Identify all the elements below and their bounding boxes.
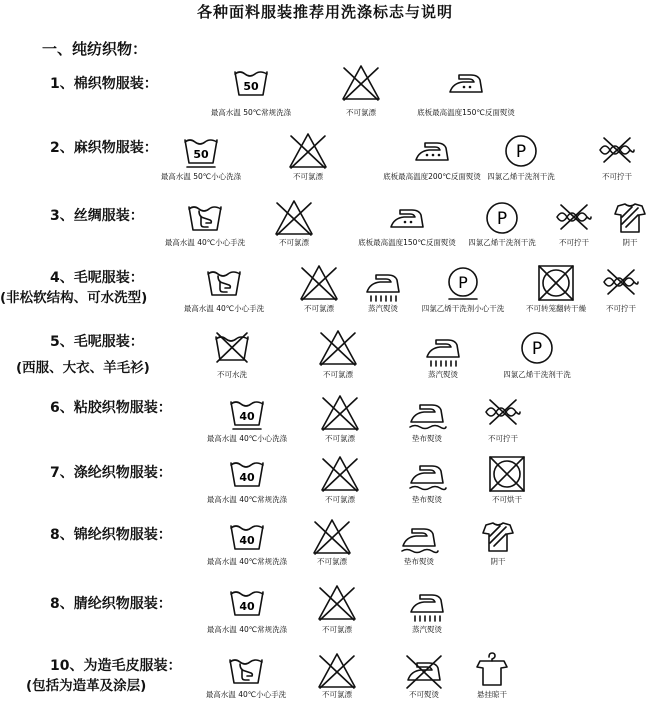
- symbol-caption: 蒸汽熨烫: [412, 625, 442, 634]
- row-sublabel: (西服、大衣、羊毛衫): [16, 360, 150, 376]
- row-label: 8、锦纶织物服装：: [50, 527, 172, 543]
- row-label: 3、丝绸服装：: [50, 208, 144, 224]
- row-label: 2、麻织物服装：: [50, 140, 158, 156]
- symbol-caption: 不可拧干: [602, 172, 632, 181]
- symbol-caption: 不可拧干: [559, 238, 589, 247]
- iron-two-dots-icon: [445, 62, 487, 104]
- hand-wash-40-icon: [184, 197, 226, 239]
- no-wring-icon: [482, 392, 524, 434]
- symbol-caption: 垫布熨烫: [404, 557, 434, 566]
- row-sublabel: (非松软结构、可水洗型): [0, 290, 148, 306]
- symbol-caption: 最高水温 40℃常规洗涤: [206, 625, 288, 634]
- no-bleach-icon: [316, 650, 358, 692]
- symbol-caption: 四氯乙烯干洗剂干洗: [503, 370, 571, 379]
- symbol-caption: 不可拧干: [488, 434, 518, 443]
- steam-iron-icon: [362, 262, 404, 304]
- symbol-caption: 最高水温 40℃小心手洗: [183, 304, 265, 313]
- symbol-caption: 阴干: [490, 557, 506, 566]
- hand-wash-40-icon: [203, 262, 245, 304]
- symbol-caption: 不可氯漂: [322, 690, 352, 699]
- symbol-caption: 不可氯漂: [317, 557, 347, 566]
- iron-three-dots-icon: [411, 130, 453, 172]
- symbol-caption: 垫布熨烫: [412, 434, 442, 443]
- row-label: 6、粘胶织物服装：: [50, 400, 172, 416]
- no-wring-icon: [553, 197, 595, 239]
- no-bleach-icon: [319, 392, 361, 434]
- pressing-cloth-iron-icon: [398, 516, 440, 558]
- wash-tub-40-icon: [226, 453, 268, 495]
- row-label: 1、棉织物服装：: [50, 76, 158, 92]
- symbol-caption: 底板最高温度150℃反面熨烫: [417, 108, 515, 117]
- no-iron-icon: [403, 650, 445, 692]
- no-bleach-icon: [287, 130, 329, 172]
- symbol-caption: 不可氯漂: [325, 495, 355, 504]
- symbol-caption: 不可转笼翻转干燥: [526, 304, 586, 313]
- temperature-value: 40: [239, 600, 255, 613]
- solvent-letter: P: [496, 209, 508, 229]
- symbol-caption: 不可氯漂: [293, 172, 323, 181]
- no-tumble-dry-icon: [535, 262, 577, 304]
- steam-iron-icon: [406, 582, 448, 624]
- no-wash-icon: [211, 327, 253, 369]
- no-bleach-icon: [298, 262, 340, 304]
- symbol-caption: 不可水洗: [217, 370, 247, 379]
- symbol-caption: 最高水温 40℃小心洗涤: [206, 434, 288, 443]
- symbol-caption: 不可熨烫: [409, 690, 439, 699]
- symbol-caption: 不可烘干: [492, 495, 522, 504]
- wash-tub-40-gentle-icon: [226, 392, 268, 434]
- symbol-caption: 不可氯漂: [325, 434, 355, 443]
- no-wring-icon: [596, 130, 638, 172]
- dryclean-p-icon: [516, 327, 558, 369]
- symbol-caption: 垫布熨烫: [412, 495, 442, 504]
- symbol-caption: 四氯乙烯干洗剂小心干洗: [421, 304, 505, 313]
- wash-tub-40-icon: [226, 516, 268, 558]
- temperature-value: 40: [239, 410, 255, 423]
- dryclean-p-icon: [500, 130, 542, 172]
- row-label: 5、毛呢服装：: [50, 334, 144, 350]
- no-wring-icon: [600, 262, 642, 304]
- temperature-value: 50: [193, 148, 209, 161]
- symbol-caption: 最高水温 40℃常规洗涤: [206, 495, 288, 504]
- symbol-caption: 不可氯漂: [346, 108, 376, 117]
- symbol-caption: 不可氯漂: [279, 238, 309, 247]
- temperature-value: 50: [243, 80, 259, 93]
- no-tumble-dry-icon: [486, 453, 528, 495]
- pressing-cloth-iron-icon: [406, 453, 448, 495]
- wash-tub-50-gentle-icon: [180, 130, 222, 172]
- symbol-caption: 不可氯漂: [304, 304, 334, 313]
- wash-tub-50-icon: [230, 62, 272, 104]
- no-bleach-icon: [273, 197, 315, 239]
- pressing-cloth-iron-icon: [406, 392, 448, 434]
- symbol-caption: 底板最高温度200℃反面熨烫: [383, 172, 481, 181]
- section-heading: 一、纯纺织物：: [42, 40, 148, 58]
- dryclean-p-gentle-icon: [442, 262, 484, 304]
- no-bleach-icon: [316, 582, 358, 624]
- page-title: 各种面料服装推荐用洗涤标志与说明: [196, 3, 453, 21]
- solvent-letter: P: [515, 142, 527, 162]
- no-bleach-icon: [317, 327, 359, 369]
- temperature-value: 40: [239, 471, 255, 484]
- symbol-caption: 不可氯漂: [322, 625, 352, 634]
- hang-dry-icon: [471, 650, 513, 692]
- wash-tub-40-icon: [226, 582, 268, 624]
- symbol-caption: 悬挂晾干: [477, 690, 507, 699]
- row-label: 7、涤纶织物服装：: [50, 465, 172, 481]
- symbol-caption: 蒸汽熨烫: [368, 304, 398, 313]
- steam-iron-icon: [422, 327, 464, 369]
- row-label: 4、毛呢服装：: [50, 270, 144, 286]
- row-label: 8、腈纶织物服装：: [50, 596, 172, 612]
- symbol-caption: 最高水温 40℃小心手洗: [205, 690, 287, 699]
- symbol-caption: 阴干: [622, 238, 638, 247]
- symbol-caption: 最高水温 50℃常规洗涤: [210, 108, 292, 117]
- solvent-letter: P: [458, 273, 468, 292]
- symbol-caption: 四氯乙烯干洗剂干洗: [487, 172, 555, 181]
- shade-dry-shirt-icon: [477, 516, 519, 558]
- symbol-caption: 不可拧干: [606, 304, 636, 313]
- symbol-caption: 四氯乙烯干洗剂干洗: [468, 238, 536, 247]
- temperature-value: 40: [239, 534, 255, 547]
- no-bleach-icon: [311, 516, 353, 558]
- symbol-caption: 最高水温 40℃常规洗涤: [206, 557, 288, 566]
- dryclean-p-icon: [481, 197, 523, 239]
- symbol-caption: 底板最高温度150℃反面熨烫: [358, 238, 456, 247]
- symbol-caption: 蒸汽熨烫: [428, 370, 458, 379]
- shade-dry-shirt-icon: [609, 197, 650, 239]
- iron-two-dots-icon: [386, 197, 428, 239]
- symbol-caption: 最高水温 50℃小心洗涤: [160, 172, 242, 181]
- hand-wash-40-icon: [225, 650, 267, 692]
- no-bleach-icon: [340, 62, 382, 104]
- row-label: 10、为造毛皮服装：: [50, 658, 182, 674]
- symbol-caption: 最高水温 40℃小心手洗: [164, 238, 246, 247]
- row-sublabel: (包括为造革及涂层): [26, 678, 147, 694]
- symbol-caption: 不可氯漂: [323, 370, 353, 379]
- solvent-letter: P: [531, 339, 543, 359]
- no-bleach-icon: [319, 453, 361, 495]
